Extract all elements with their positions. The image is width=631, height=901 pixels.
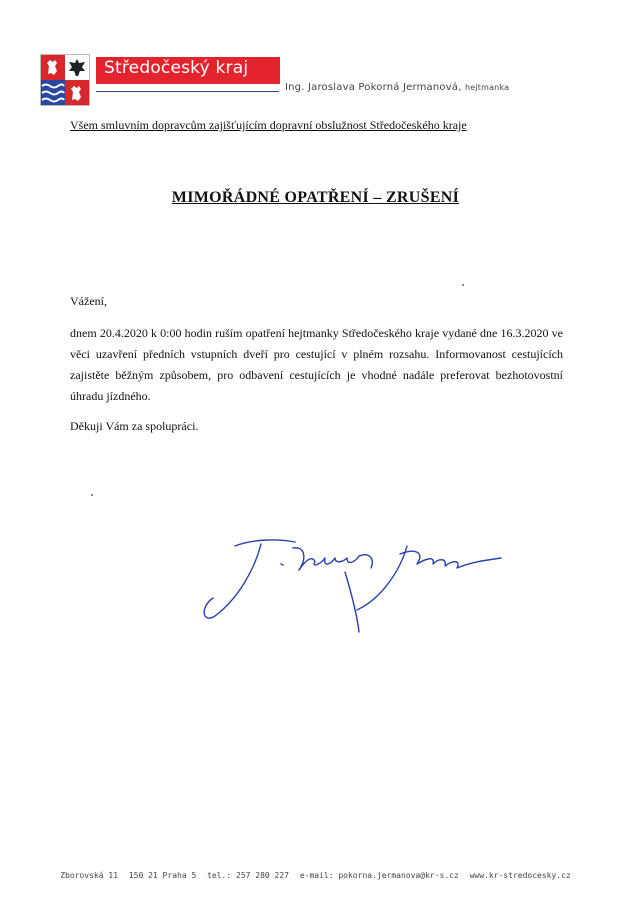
addressee: Všem smluvním dopravcům zajišťujícím dopravní obslužnost Středočeského kraje: [70, 118, 467, 132]
scan-speck: [91, 494, 93, 496]
letter-body: dnem 20.4.2020 k 0:00 hodin ruším opatření hejtmanky Středočeského kraje vydané dne 16.3.2020 ve věci uzavření předních vstupních dveří pro cestující v plném rozsahu. Informovanost cestujících zajistěte běžným způsobem, pro odbavení cestujících je vhodné nadále preferovat bezhotovostní úhradu jízdného.: [70, 326, 563, 403]
footer-email: e-mail: pokorna.jermanova@kr-s.cz: [299, 871, 459, 880]
governor-line: [285, 82, 509, 93]
closing: Děkuji Vám za spolupráci.: [70, 419, 199, 433]
brand-name: Středočeský kraj: [104, 58, 249, 78]
footer-web: www.kr-stredocesky.cz: [469, 871, 571, 880]
brand-underline: [96, 91, 279, 92]
governor-name: Ing. Jaroslava Pokorná Jermanová,: [285, 82, 462, 93]
greeting: Vážení,: [70, 294, 107, 308]
scan-speck: [462, 284, 464, 286]
region-coat-of-arms-icon: [40, 54, 90, 106]
governor-role: hejtmanka: [464, 83, 510, 92]
footer-phone: tel.: 257 280 227: [207, 871, 289, 880]
letter-title: MIMOŘÁDNÉ OPATŘENÍ – ZRUŠENÍ: [171, 189, 460, 206]
handwritten-signature: [195, 528, 505, 640]
footer-contacts: [0, 871, 631, 880]
footer-street: Zborovská 11: [60, 871, 119, 880]
footer-city: 150 21 Praha 5: [128, 871, 197, 880]
